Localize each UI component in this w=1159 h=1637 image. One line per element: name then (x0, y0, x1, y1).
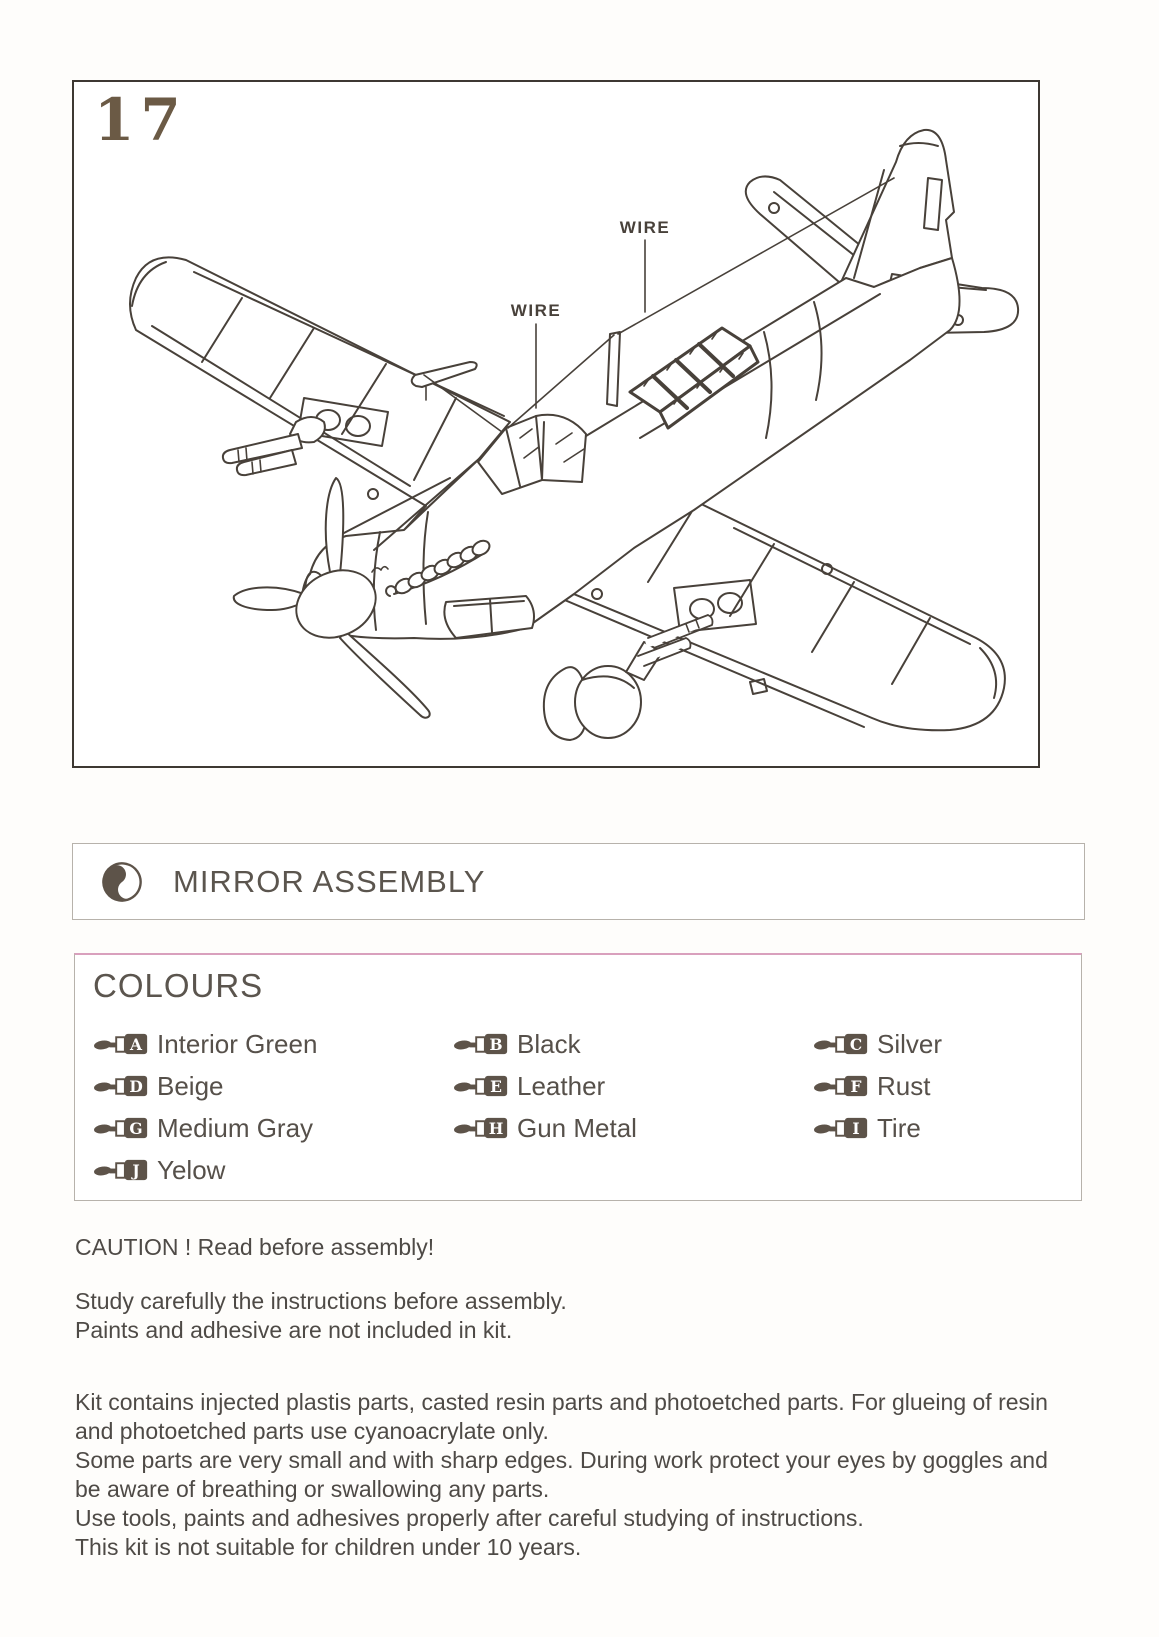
mirror-assembly-title: MIRROR ASSEMBLY (173, 863, 486, 899)
caution-paragraph: Study carefully the instructions before assembly. Paints and adhesive are not included in kit. (75, 1288, 567, 1343)
wire-label-top: WIRE (619, 218, 671, 237)
colours-panel (74, 953, 1082, 1201)
colour-code: G (129, 1118, 143, 1138)
paint-brush-icon (93, 1031, 151, 1057)
colour-name: Medium Gray (157, 1112, 314, 1143)
colour-code: I (852, 1118, 860, 1138)
antenna-mast (607, 332, 620, 406)
antenna-wire-front (508, 335, 614, 428)
aircraft-line-drawing (74, 82, 1038, 766)
wire-label-mid: WIRE (510, 301, 562, 320)
colour-code: E (490, 1076, 502, 1096)
wing-aerial-post (412, 362, 477, 387)
colour-name: Black (517, 1028, 581, 1059)
colour-name: Silver (877, 1028, 943, 1059)
colour-code: J (132, 1160, 140, 1180)
colour-name: Tire (877, 1112, 921, 1143)
colour-code: B (489, 1034, 503, 1054)
colour-item (93, 1065, 453, 1107)
paint-brush-icon (93, 1115, 151, 1141)
mirror-assembly-banner (72, 843, 1085, 920)
colour-name: Leather (517, 1070, 606, 1101)
paint-brush-icon (453, 1031, 511, 1057)
colour-item (453, 1065, 813, 1107)
paint-brush-icon (93, 1157, 151, 1183)
colour-name: Yelow (157, 1154, 226, 1185)
paint-brush-icon (813, 1073, 871, 1099)
colour-item (93, 1023, 453, 1065)
colour-code: H (488, 1118, 504, 1138)
colour-code: A (130, 1034, 143, 1054)
paint-brush-icon (453, 1115, 511, 1141)
colour-name: Interior Green (157, 1028, 318, 1059)
colour-item (453, 1107, 813, 1149)
colour-item (453, 1023, 813, 1065)
caution-paragraph: Kit contains injected plastis parts, casted resin parts and photoetched parts. For glueing of resin and photoetched parts use cyanoacrylate only. Some parts are very small and with sharp edges. During work protect your eyes by goggles and be aware of breathing or swallowing any parts. Use tools, paints and adhesives properly after careful studying of instructions. This kit is not suitable for children under 10 years. (75, 1389, 1048, 1560)
colour-name: Rust (877, 1070, 931, 1101)
colours-title: COLOURS (93, 967, 264, 1004)
colour-item (813, 1023, 1063, 1065)
colour-name: Gun Metal (517, 1112, 637, 1143)
caution-heading: CAUTION ! Read before assembly! (75, 1234, 435, 1260)
step-number: 17 (94, 86, 187, 154)
caution-paragraphs (75, 1287, 1087, 1562)
colour-code: D (129, 1076, 143, 1096)
paint-brush-icon (453, 1073, 511, 1099)
paint-brush-icon (93, 1073, 151, 1099)
colour-item (93, 1107, 453, 1149)
assembly-step-figure (72, 80, 1040, 768)
colour-code: C (849, 1034, 863, 1054)
caution-text-block (75, 1233, 1087, 1562)
colour-item (813, 1107, 1063, 1149)
paint-brush-icon (813, 1031, 871, 1057)
colour-name: Beige (157, 1070, 224, 1101)
yin-yang-icon (101, 861, 143, 903)
paint-brush-icon (813, 1115, 871, 1141)
colour-grid (93, 1023, 1063, 1191)
colour-item (93, 1149, 453, 1191)
colour-item (813, 1065, 1063, 1107)
colour-code: F (850, 1076, 862, 1096)
wing-gun-barrels (223, 417, 325, 475)
